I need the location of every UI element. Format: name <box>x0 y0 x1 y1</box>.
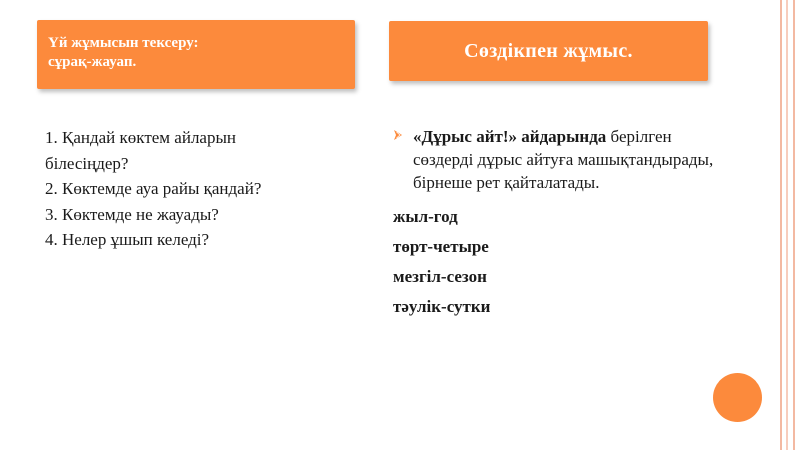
question-line: 2. Көктемде ауа райы қандай? <box>45 179 262 198</box>
task-text: берілген сөздерді дұрыс айтуға машықтандырады, бірнеше рет қайталатады. <box>413 127 714 192</box>
question-line: 1. Қандай көктем айларын <box>45 128 236 147</box>
question-line: 3. Көктемде не жауады? <box>45 204 219 224</box>
questions-list <box>45 125 365 253</box>
vocabulary-item: жыл-год <box>393 207 458 226</box>
vocabulary-header-title: Сөздікпен жұмыс. <box>464 39 633 62</box>
decorative-border-line <box>780 0 782 450</box>
homework-header-line1: Үй жұмысын тексеру: <box>48 35 199 51</box>
orange-arrow-bullet-icon <box>393 129 404 140</box>
decorative-circle <box>713 373 762 422</box>
homework-header <box>37 20 355 89</box>
question-line: 4. Нелер ұшып келеді? <box>45 230 210 249</box>
decorative-border-line <box>793 0 795 450</box>
homework-header-line2: сұрақ-жауап. <box>48 54 137 70</box>
vocabulary-item: тәулік-сутки <box>393 297 491 316</box>
question-line: білесіңдер? <box>45 153 129 173</box>
vocabulary-list <box>393 204 723 320</box>
vocabulary-section <box>393 125 723 324</box>
task-bullet <box>393 125 723 194</box>
task-title: «Дұрыс айт!» айдарында <box>413 127 607 146</box>
decorative-border-line <box>786 0 788 450</box>
vocabulary-item: төрт-четыре <box>393 237 489 256</box>
vocabulary-item: мезгіл-сезон <box>393 267 487 286</box>
vocabulary-header <box>389 21 708 81</box>
